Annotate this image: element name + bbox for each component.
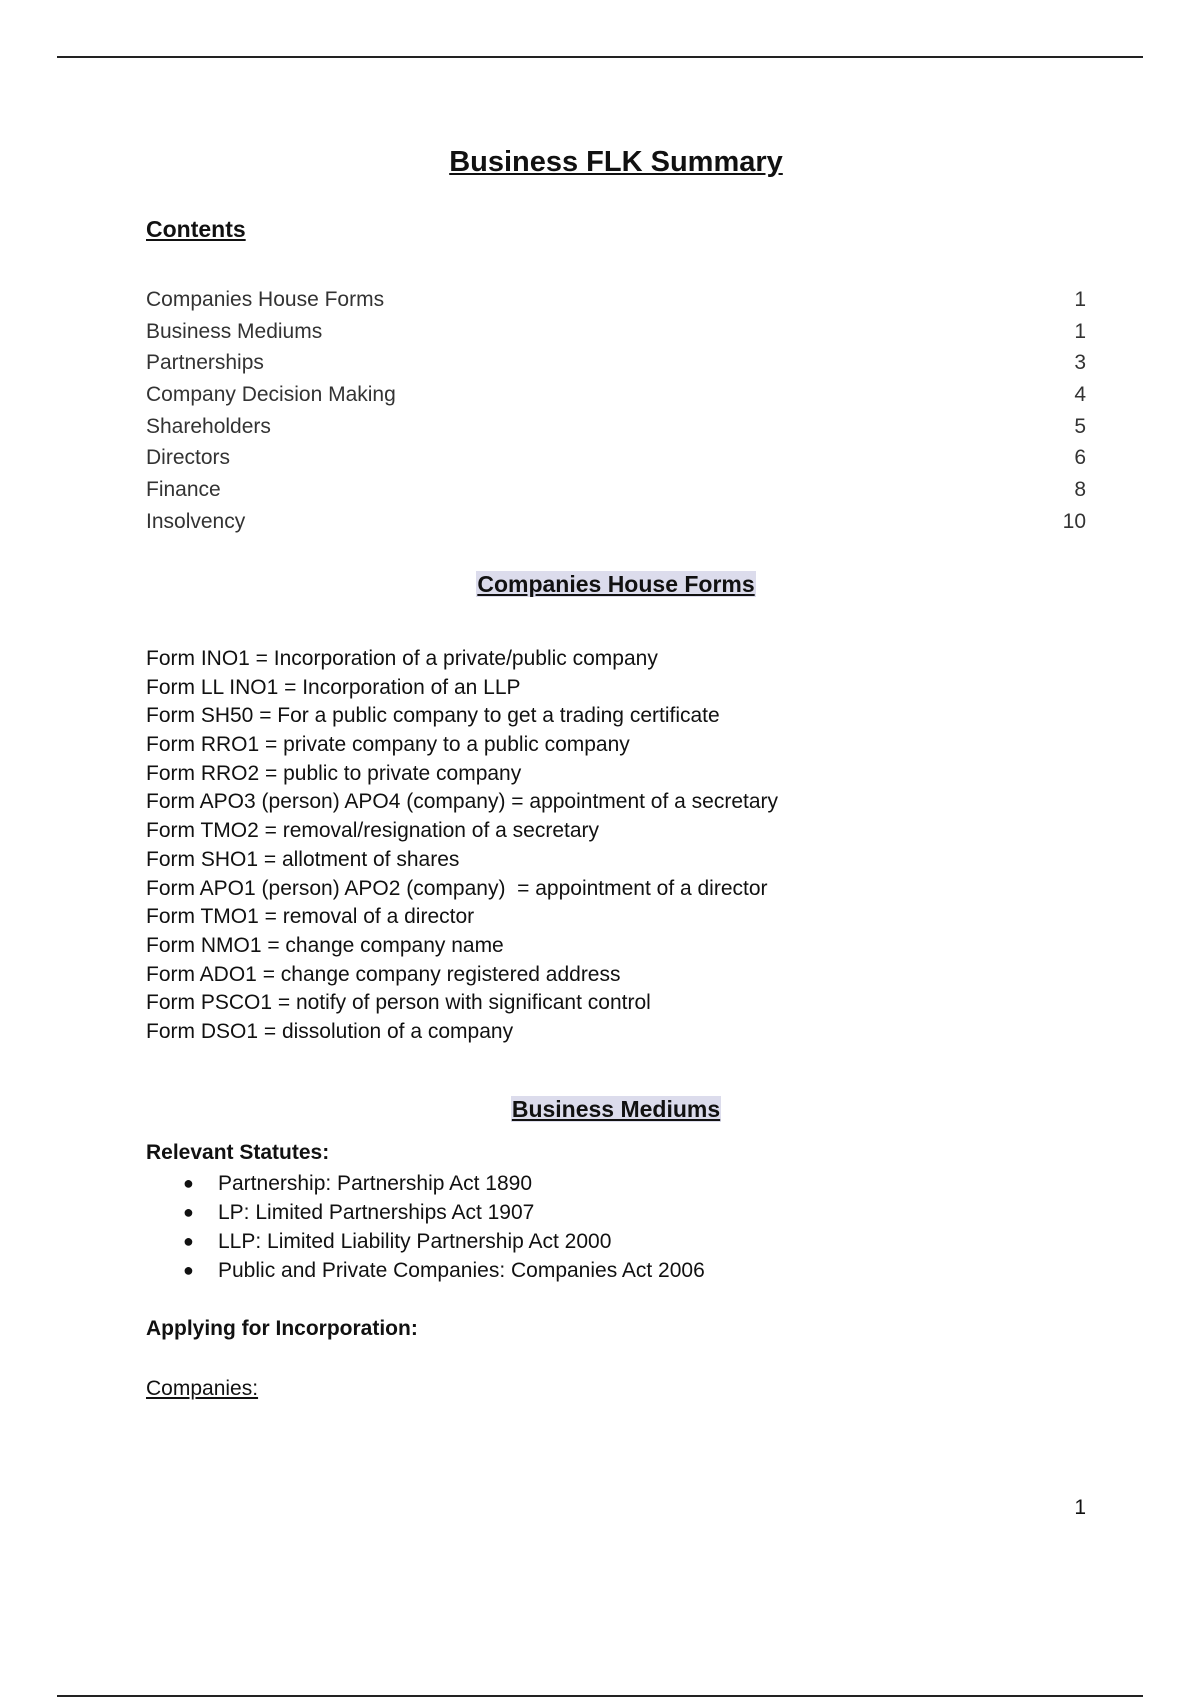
statute-item [146,1227,705,1256]
form-item: Form ADO1 = change company registered address [146,962,621,986]
toc-entry[interactable] [146,347,1086,379]
form-item: Form PSCO1 = notify of person with significant control [146,991,651,1015]
bullet-icon: ● [183,1202,194,1222]
toc-entry-label: Company Decision Making [146,383,396,407]
toc-entry[interactable] [146,411,1086,443]
toc-entry-page: 3 [1074,351,1086,375]
bullet-icon: ● [183,1260,194,1280]
form-item: Form INO1 = Incorporation of a private/public company [146,647,658,670]
toc-entry-label: Partnerships [146,351,264,375]
toc-entry-page: 1 [1074,319,1086,343]
statute-text: Partnership: Partnership Act 1890 [218,1172,533,1195]
statute-item [146,1256,705,1285]
contents-heading: Contents [146,216,246,242]
form-item: Form TMO2 = removal/resignation of a secretary [146,819,600,843]
toc-entry-label: Directors [146,446,231,470]
relevant-statutes-heading: Relevant Statutes: [146,1141,330,1164]
form-item: Form DSO1 = dissolution of a company [146,1019,514,1043]
top-rule [57,56,1143,58]
document-title: Business FLK Summary [449,146,783,178]
toc-entry-page: 1 [1074,288,1086,311]
toc-entry-page: 6 [1074,446,1086,470]
statute-item [146,1169,705,1198]
companies-house-forms-heading: Companies House Forms [477,571,755,597]
toc-entry[interactable] [146,474,1086,506]
form-item: Form APO1 (person) APO2 (company) = appointment of a director [146,876,768,900]
form-item: Form LL INO1 = Incorporation of an LLP [146,675,521,699]
companies-label: Companies: [146,1377,259,1400]
toc-entry-label: Business Mediums [146,319,323,343]
bottom-rule [57,1695,1143,1697]
toc-entry-label: Shareholders [146,414,271,438]
toc-entry-page: 8 [1074,478,1086,502]
form-item: Form NMO1 = change company name [146,933,504,957]
form-item: Form APO3 (person) APO4 (company) = appointment of a secretary [146,790,779,814]
toc-entry[interactable] [146,506,1086,538]
toc-entry-label: Finance [146,478,221,502]
form-item: Form SH50 = For a public company to get a trading certificate [146,704,720,728]
business-mediums-heading: Business Mediums [511,1096,721,1122]
statute-item [146,1198,705,1227]
page-number: 1 [1074,1496,1086,1519]
toc-entry[interactable] [146,284,1086,316]
form-item: Form RRO2 = public to private company [146,761,522,785]
toc-entry-label: Insolvency [146,509,246,533]
toc-entry[interactable] [146,379,1086,411]
statute-text: Public and Private Companies: Companies Act 2006 [218,1259,705,1282]
toc-entry[interactable] [146,442,1086,474]
forms-list [146,645,778,1047]
toc-entry-page: 5 [1074,414,1086,438]
bullet-icon: ● [183,1173,194,1193]
toc-entry-page: 10 [1062,509,1086,533]
statute-text: LLP: Limited Liability Partnership Act 2000 [218,1230,612,1253]
statutes-list [146,1169,705,1285]
form-item: Form TMO1 = removal of a director [146,905,475,929]
toc-entry-page: 4 [1074,383,1086,407]
statute-text: LP: Limited Partnerships Act 1907 [218,1201,535,1224]
bullet-icon: ● [183,1231,194,1251]
form-item: Form SHO1 = allotment of shares [146,847,460,871]
applying-for-incorporation-heading: Applying for Incorporation: [146,1317,418,1340]
toc-entry[interactable] [146,316,1086,348]
toc-entry-label: Companies House Forms [146,288,385,311]
form-item: Form RRO1 = private company to a public company [146,733,630,757]
table-of-contents [146,284,1086,538]
